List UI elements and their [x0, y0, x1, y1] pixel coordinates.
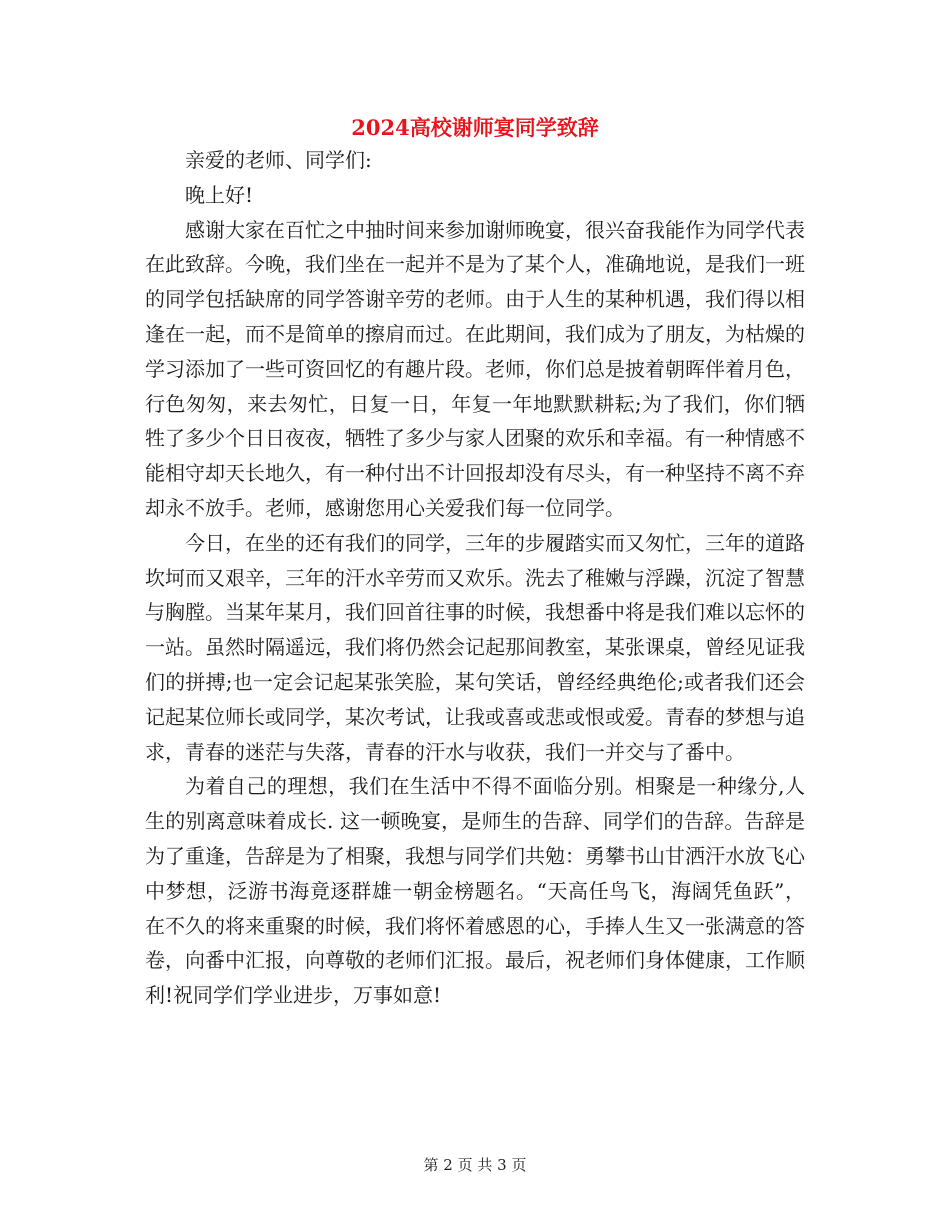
paragraph-3: 为着自己的理想，我们在生活中不得不面临分别。相聚是一种缘分,人生的别离意味着成长. 这一顿晚宴，是师生的告辞、同学们的告辞。告辞是为了重逢，告辞是为了相聚，我想与同学们共勉：勇攀书山甘洒汗水放飞心中梦想，泛游书海竟逐群雄一朝金榜题名。“天高任鸟飞，海阔凭鱼跃”，在不久的将来重聚的时候，我们将怀着感恩的心，手捧人生又一张满意的答卷，向番中汇报，向尊敬的老师们汇报。最后，祝老师们身体健康，工作顺利!祝同学们学业进步，万事如意!	[145, 774, 805, 1008]
page-footer: 第 2 页 共 3 页	[423, 1156, 527, 1174]
greeting: 晚上好!	[185, 182, 254, 207]
salutation: 亲爱的老师、同学们:	[185, 148, 372, 172]
paragraph-1: 感谢大家在百忙之中抽时间来参加谢师晚宴，很兴奋我能作为同学代表在此致辞。今晚，我们坐在一起并不是为了某个人，准确地说，是我们一班的同学包括缺席的同学答谢辛劳的老师。由于人生的某种机遇，我们得以相逢在一起，而不是简单的擦肩而过。在此期间，我们成为了朋友，为枯燥的学习添加了一些可资回忆的有趣片段。老师，你们总是披着朝晖伴着月色，行色匆匆，来去匆忙，日复一日，年复一年地默默耕耘;为了我们，你们牺牲了多少个日日夜夜，牺牲了多少与家人团聚的欢乐和幸福。有一种情感不能相守却天长地久，有一种付出不计回报却没有尽头，有一种坚持不离不弃却永不放手。老师，感谢您用心关爱我们每一位同学。	[145, 217, 805, 520]
paragraph-2: 今日，在坐的还有我们的同学，三年的步履踏实而又匆忙，三年的道路坎坷而又艰辛，三年的汗水辛劳而又欢乐。洗去了稚嫩与浮躁，沉淀了智慧与胸膛。当某年某月，我们回首往事的时候，我想番中将是我们难以忘怀的一站。虽然时隔遥远，我们将仍然会记起那间教室，某张课桌，曾经见证我们的拼搏;也一定会记起某张笑脸，某句笑话，曾经经典绝伦;或者我们还会记起某位师长或同学，某次考试，让我或喜或悲或恨或爱。青春的梦想与追求，青春的迷茫与失落，青春的汗水与收获，我们一并交与了番中。	[145, 530, 805, 764]
document-body	[145, 143, 805, 1013]
document-title: 2024高校谢师宴同学致辞	[351, 115, 599, 140]
